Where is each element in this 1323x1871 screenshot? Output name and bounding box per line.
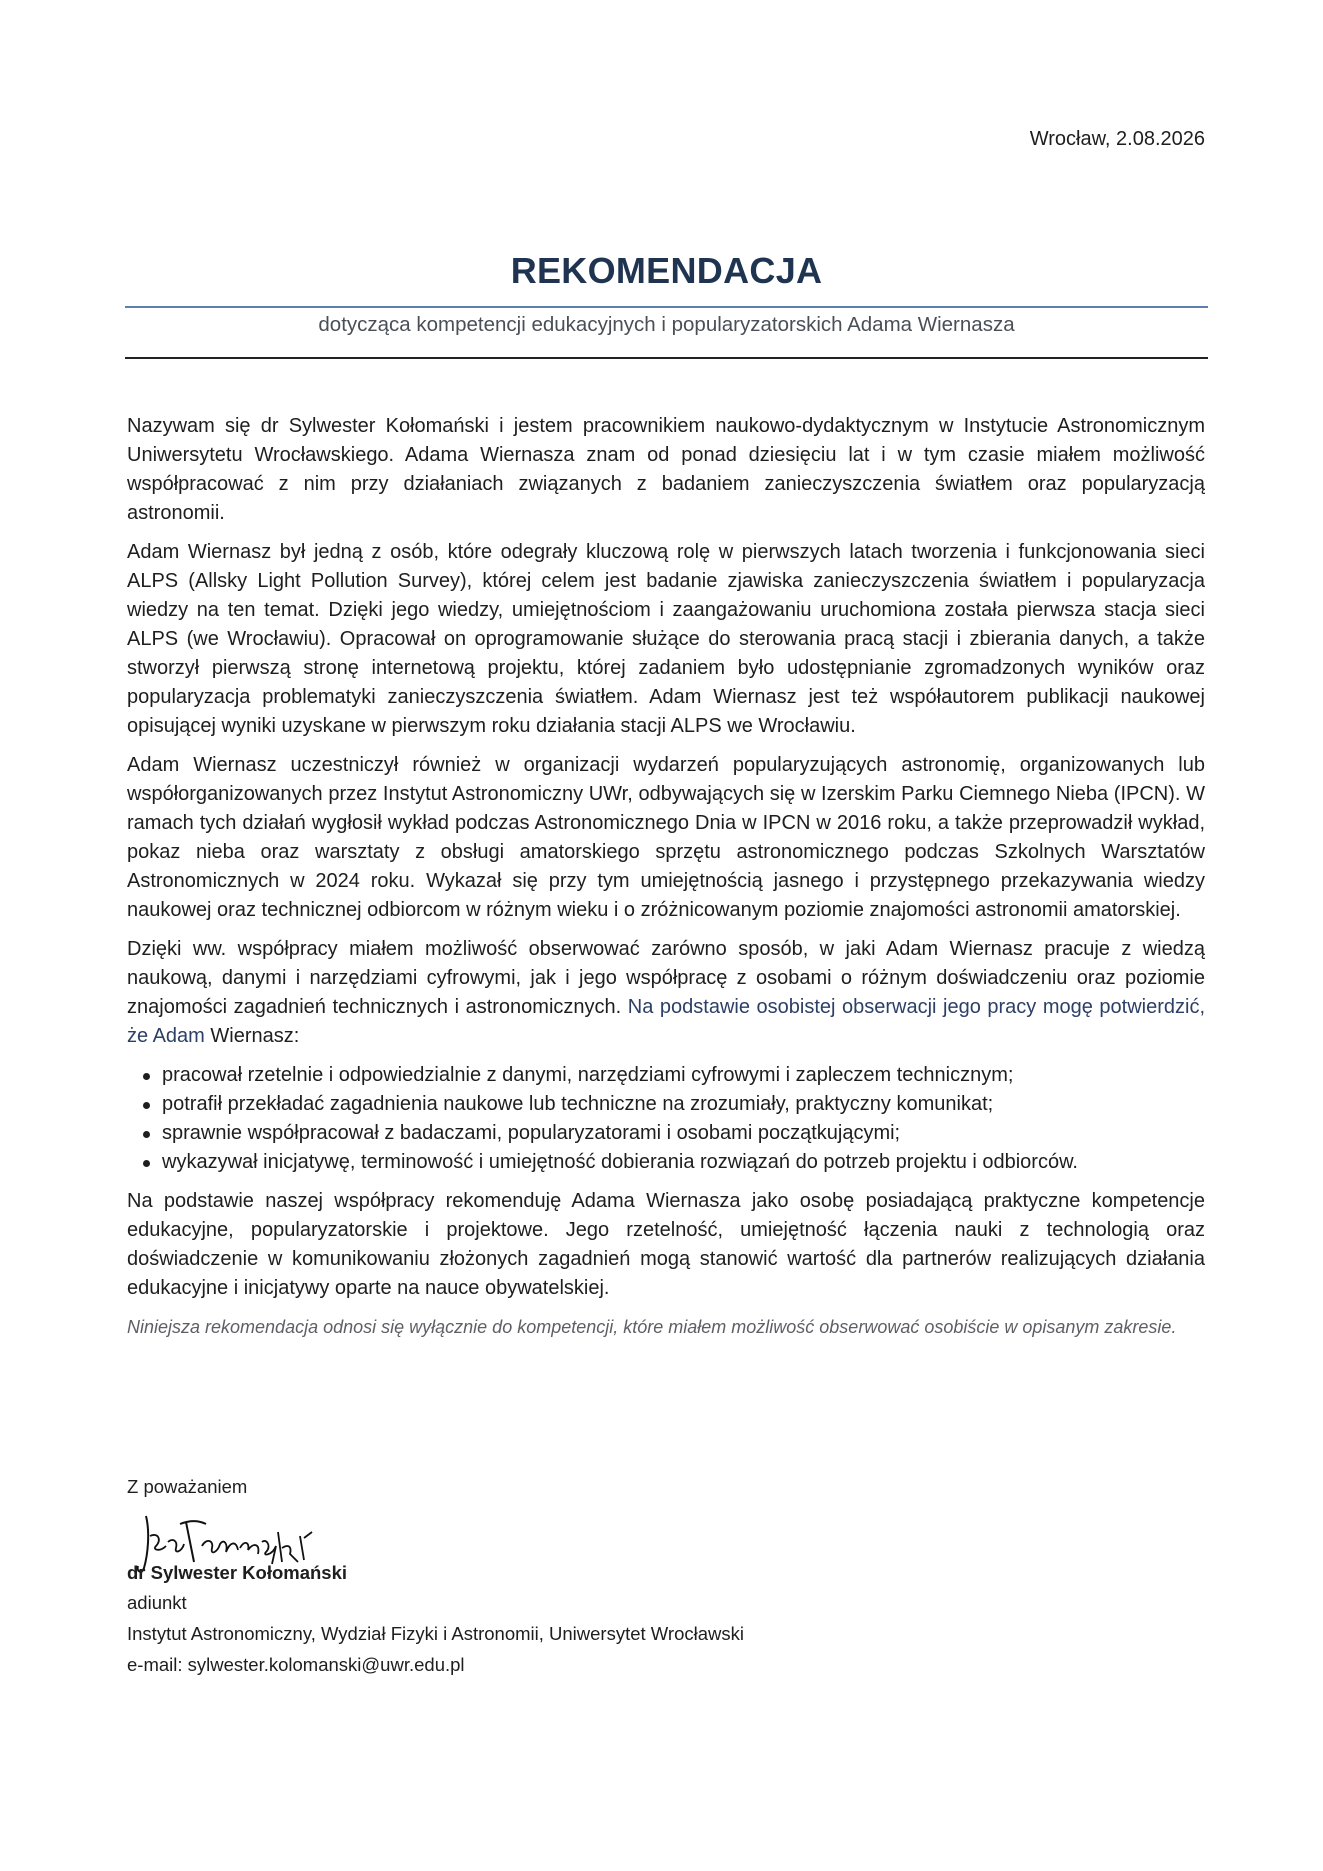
bullet-icon	[143, 1131, 150, 1138]
observation-end: Wiernasz:	[210, 1025, 300, 1047]
list-item	[127, 1148, 1205, 1177]
signatory-name: dr Sylwester Kołomański	[127, 1562, 348, 1583]
list-item-text: potrafił przekładać zagadnienia naukowe lub techniczne na zrozumiały, praktyczny komunikat;	[162, 1093, 994, 1115]
signatory-email: e-mail: sylwester.kolomanski@uwr.edu.pl	[127, 1654, 465, 1675]
list-item-text: pracował rzetelnie i odpowiedzialnie z danymi, narzędziami cyfrowymi i zapleczem technicznym;	[162, 1064, 1014, 1086]
list-item	[127, 1119, 1205, 1148]
signatory-position: adiunkt	[127, 1592, 187, 1613]
bullet-icon	[143, 1073, 150, 1080]
letter-title: REKOMENDACJA	[510, 250, 823, 291]
list-item-text: sprawnie współpracował z badaczami, popularyzatorami i osobami początkującymi;	[162, 1122, 901, 1144]
bullet-icon	[143, 1102, 150, 1109]
bullet-icon	[143, 1160, 150, 1167]
list-item	[127, 1061, 1205, 1090]
competence-list	[127, 1061, 1205, 1177]
title-divider	[125, 306, 1208, 308]
paragraph-ipcn: Adam Wiernasz uczestniczył również w organizacji wydarzeń popularyzujących astronomię, organizowanych lub współorganizowanych przez Instytut Astronomiczny UWr, odbywających się w Izerskim Parku Ciemnego Nieba (IPCN). W ramach tych działań wygłosił wykład podczas Astronomicznego Dnia w IPCN w 2016 roku, a także przeprowadził wykład, pokaz nieba oraz warsztaty z obsługi amatorskiego sprzętu astronomicznego podczas Szkolnych Warsztatów Astronomicznych w 2024 roku. Wykazał się przy tym umiejętnością jasnego i przystępnego przekazywania wiedzy naukowej oraz technicznej odbiorcom w różnym wieku i o zróżnicowanym poziomie znajomości astronomii amatorskiej.	[127, 754, 1205, 921]
letter-date: Wrocław, 2.08.2026	[1029, 128, 1205, 150]
observation-highlight: Na podstawie osobistej obserwacji jego pracy mogę potwierdzić, że Adam	[127, 996, 1206, 1047]
list-item-text: wykazywał inicjatywę, terminowość i umiejętność dobierania rozwiązań do potrzeb projektu i odbiorców.	[162, 1151, 1078, 1173]
observation-text: Dzięki ww. współpracy miałem możliwość obserwować zarówno sposób, w jaki Adam Wiernasz pracuje z wiedzą naukową, danymi i narzędziami cyfrowymi, jak i jego współpracę z osobami o różnym doświadczeniu oraz poziomie znajomości zagadnień technicznych i astronomicznych.	[127, 938, 1205, 1018]
paragraph-observation	[127, 935, 1205, 1051]
disclaimer-note: Niniejsza rekomendacja odnosi się wyłącznie do kompetencji, które miałem możliwość obserwować osobiście w opisanym zakresie.	[127, 1317, 1177, 1337]
paragraph-alps: Adam Wiernasz był jedną z osób, które odegrały kluczową rolę w pierwszych latach tworzenia i funkcjonowania sieci ALPS (Allsky Light Pollution Survey), której celem jest badanie zjawiska zanieczyszczenia światłem i popularyzacja wiedzy na ten temat. Dzięki jego wiedzy, umiejętnościom i zaangażowaniu uruchomiona została pierwsza stacja sieci ALPS (we Wrocławiu). Opracował on oprogramowanie służące do sterowania pracą stacji i zbierania danych, a także stworzył pierwszą stronę internetową projektu, której zadaniem było udostępnianie zgromadzonych wyników oraz popularyzacja problematyki zanieczyszczenia światłem. Adam Wiernasz jest też współautorem publikacji naukowej opisującej wyniki uzyskane w pierwszym roku działania stacji ALPS we Wrocławiu.	[127, 541, 1205, 737]
signatory-affiliation: Instytut Astronomiczny, Wydział Fizyki i Astronomii, Uniwersytet Wrocławski	[127, 1623, 744, 1644]
header-divider	[125, 357, 1208, 359]
paragraph-introduction: Nazywam się dr Sylwester Kołomański i jestem pracownikiem naukowo-dydaktycznym w Instytucie Astronomicznym Uniwersytetu Wrocławskiego. Adama Wiernasza znam od ponad dziesięciu lat i w tym czasie miałem możliwość współpracować z nim przy działaniach związanych z badaniem zanieczyszczenia światłem oraz popularyzacją astronomii.	[127, 415, 1205, 524]
letter-body	[127, 412, 1205, 1352]
paragraph-recommendation: Na podstawie naszej współpracy rekomenduję Adama Wiernasza jako osobę posiadającą praktyczne kompetencje edukacyjne, popularyzatorskie i projektowe. Jego rzetelność, umiejętność łączenia nauki z technologią oraz doświadczenie w komunikowaniu złożonych zagadnień mogą stanowić wartość dla partnerów realizujących działania edukacyjne i inicjatywy oparte na nauce obywatelskiej.	[127, 1190, 1205, 1299]
list-item	[127, 1090, 1205, 1119]
letter-subtitle: dotycząca kompetencji edukacyjnych i popularyzatorskich Adama Wiernasza	[318, 313, 1015, 336]
closing-phrase: Z poważaniem	[127, 1476, 248, 1497]
